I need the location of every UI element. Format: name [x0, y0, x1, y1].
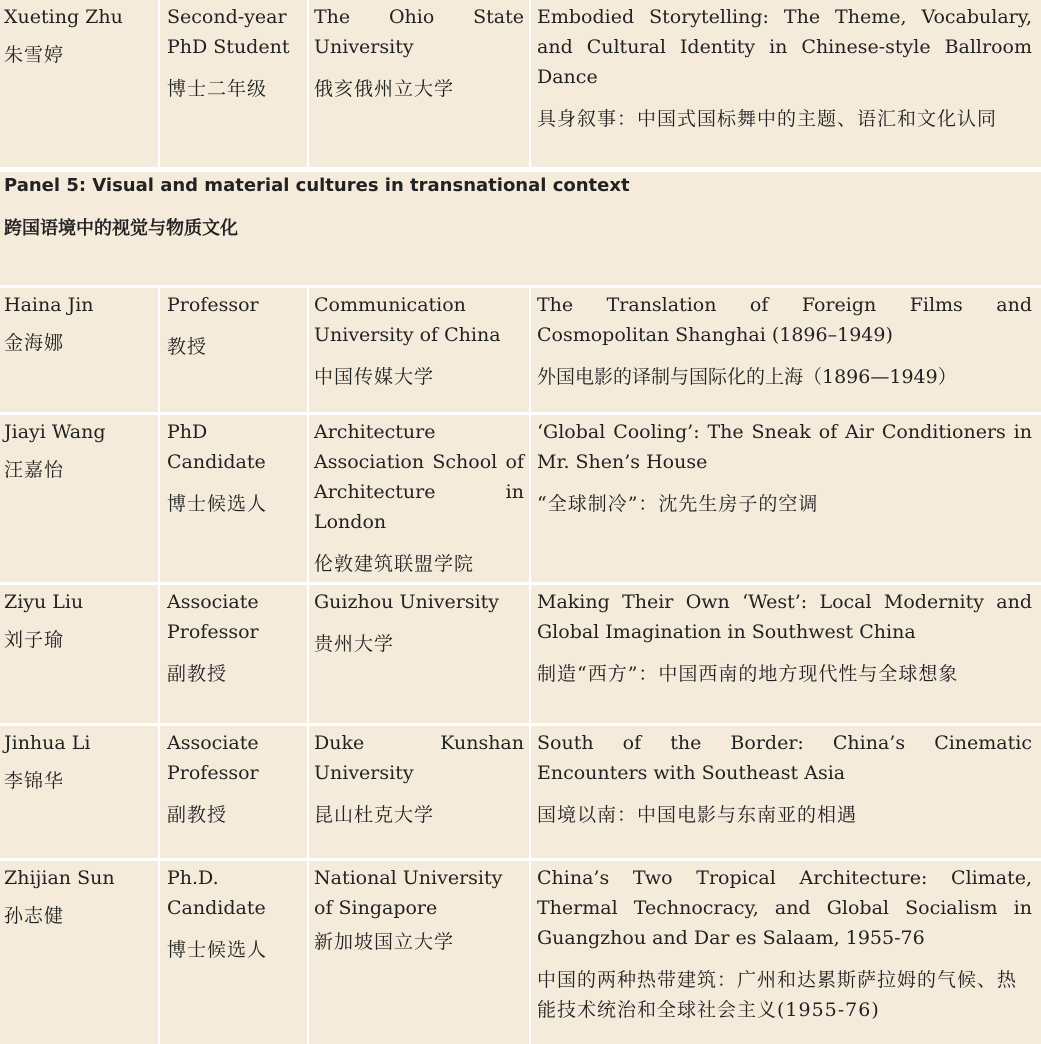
paper-title-cell: [530, 861, 1041, 1025]
institution-cell: [308, 0, 530, 104]
column-divider: [529, 415, 531, 582]
institution-cell: [308, 288, 530, 392]
paper-title-zh: 外国电影的译制与国际化的上海（1896—1949）: [537, 366, 957, 388]
institution-en: National University of Singapore: [314, 867, 503, 919]
table-row: [0, 0, 1041, 167]
presenter-title-zh: 博士候选人: [167, 493, 268, 515]
institution-en: The Ohio State University: [314, 6, 524, 58]
presenter-name-cell: [0, 585, 159, 655]
institution-zh: 俄亥俄州立大学: [314, 78, 455, 100]
paper-title-cell: [530, 288, 1041, 392]
paper-title-zh: “全球制冷”：沈先生房子的空调: [537, 493, 819, 515]
paper-title-cell: [530, 0, 1041, 134]
panel-title-en: Panel 5: Visual and material cultures in transnational context: [4, 175, 630, 196]
table-row: [0, 585, 1041, 723]
presenter-title-cell: [159, 0, 308, 104]
presenter-name-en: Zhijian Sun: [4, 867, 115, 889]
presenter-name-zh: 刘子瑜: [4, 629, 65, 651]
institution-en: Duke Kunshan University: [314, 732, 524, 784]
institution-en: Communication University of China: [314, 294, 501, 346]
column-divider: [529, 726, 531, 858]
presenter-name-cell: [0, 0, 159, 70]
institution-en: Guizhou University: [314, 591, 500, 613]
presenter-title-en: Second-year PhD Student: [167, 6, 290, 58]
presenter-title-zh: 博士候选人: [167, 939, 268, 961]
column-divider: [158, 585, 160, 723]
column-divider: [307, 585, 309, 723]
row-divider: [0, 167, 1041, 170]
column-divider: [529, 861, 531, 1044]
column-divider: [307, 288, 309, 412]
presenter-name-zh: 孙志健: [4, 905, 65, 927]
presenter-name-cell: [0, 415, 159, 485]
presenter-name-en: Xueting Zhu: [4, 6, 123, 28]
paper-title-en: Making Their Own ‘West’: Local Modernity and Global Imagination in Southwest China: [537, 591, 1032, 643]
presenter-title-cell: [159, 726, 308, 830]
column-divider: [529, 0, 531, 167]
paper-title-en: Embodied Storytelling: The Theme, Vocabulary, and Cultural Identity in Chinese-style Ballroom Dance: [537, 6, 1032, 88]
institution-zh: 中国传媒大学: [314, 366, 435, 388]
paper-title-zh: 具身叙事：中国式国标舞中的主题、语汇和文化认同: [537, 108, 998, 130]
institution-zh: 伦敦建筑联盟学院: [314, 553, 475, 575]
column-divider: [307, 726, 309, 858]
institution-zh: 新加坡国立大学: [314, 931, 455, 953]
paper-title-en: ‘Global Cooling’: The Sneak of Air Conditioners in Mr. Shen’s House: [537, 421, 1032, 473]
column-divider: [529, 288, 531, 412]
presenter-title-zh: 教授: [167, 336, 208, 358]
presenter-title-cell: [159, 415, 308, 519]
paper-title-en: South of the Border: China’s Cinematic Encounters with Southeast Asia: [537, 732, 1032, 784]
column-divider: [158, 726, 160, 858]
column-divider: [158, 861, 160, 1044]
table-row: [0, 861, 1041, 1044]
presenter-name-zh: 朱雪婷: [4, 44, 65, 66]
paper-title-en: China’s Two Tropical Architecture: Climate, Thermal Technocracy, and Global Socialism in Guangzhou and Dar es Salaam, 1955-76: [537, 867, 1032, 949]
presenter-name-en: Ziyu Liu: [4, 591, 84, 613]
institution-cell: [308, 585, 530, 659]
column-divider: [158, 415, 160, 582]
paper-title-cell: [530, 415, 1041, 519]
column-divider: [529, 585, 531, 723]
presenter-title-zh: 副教授: [167, 663, 228, 685]
presenter-name-en: Haina Jin: [4, 294, 94, 316]
institution-zh: 贵州大学: [314, 633, 395, 655]
institution-zh: 昆山杜克大学: [314, 804, 435, 826]
paper-title-cell: [530, 585, 1041, 689]
presenter-title-zh: 副教授: [167, 804, 228, 826]
column-divider: [307, 0, 309, 167]
presenter-name-en: Jiayi Wang: [4, 421, 106, 443]
presenter-title-cell: [159, 288, 308, 362]
institution-cell: [308, 726, 530, 830]
presenter-title-zh: 博士二年级: [167, 78, 268, 100]
paper-title-zh: 制造“西方”：中国西南的地方现代性与全球想象: [537, 663, 959, 685]
presenter-title-cell: [159, 861, 308, 965]
institution-cell: [308, 415, 530, 579]
presenter-name-cell: [0, 861, 159, 931]
presenter-name-cell: [0, 288, 159, 358]
panel-title-zh: 跨国语境中的视觉与物质文化: [4, 218, 238, 239]
presenter-title-en: Associate Professor: [167, 732, 259, 784]
presenter-name-zh: 金海娜: [4, 332, 65, 354]
paper-title-zh: 国境以南：中国电影与东南亚的相遇: [537, 804, 858, 826]
institution-en: Architecture Association School of Architecture in London: [314, 421, 524, 533]
presenter-title-en: Professor: [167, 294, 259, 316]
paper-title-zh: 中国的两种热带建筑：广州和达累斯萨拉姆的气候、热能技术统治和全球社会主义(1955-76): [537, 969, 1018, 1021]
presenter-name-zh: 汪嘉怡: [4, 459, 65, 481]
presenter-name-en: Jinhua Li: [4, 732, 91, 754]
table-row: [0, 726, 1041, 858]
presenter-title-en: PhD Candidate: [167, 421, 266, 473]
presenter-title-en: Ph.D. Candidate: [167, 867, 266, 919]
column-divider: [158, 288, 160, 412]
column-divider: [158, 0, 160, 167]
presenter-title-cell: [159, 585, 308, 689]
panel-header: [0, 172, 1041, 285]
column-divider: [307, 415, 309, 582]
table-row: [0, 288, 1041, 412]
presenter-title-en: Associate Professor: [167, 591, 259, 643]
presenter-name-cell: [0, 726, 159, 796]
paper-title-en: The Translation of Foreign Films and Cosmopolitan Shanghai (1896–1949): [537, 294, 1032, 346]
column-divider: [307, 861, 309, 1044]
paper-title-cell: [530, 726, 1041, 830]
institution-cell: [308, 861, 530, 957]
presenter-name-zh: 李锦华: [4, 770, 65, 792]
table-row: [0, 415, 1041, 582]
